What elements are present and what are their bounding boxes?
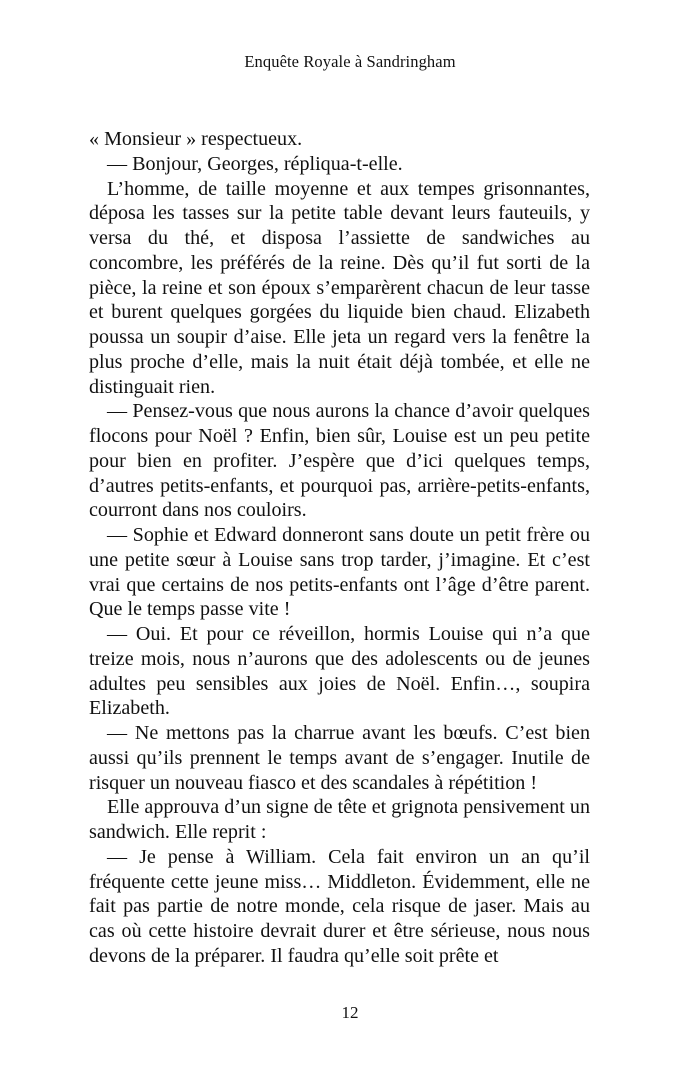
paragraph: — Sophie et Edward donneront sans doute un petit frère ou une petite sœur à Louise sans trop tarder, j’imagine. Et c’est vrai que certains de nos petits-enfants ont l’âge d’être parent. Que le temps passe vite ! [89,524,590,621]
paragraph: — Ne mettons pas la charrue avant les bœufs. C’est bien aussi qu’ils prennent le temps avant de s’engager. Inutile de risquer un nouveau fiasco et des scandales à répétition ! [89,722,590,794]
paragraph: — Oui. Et pour ce réveillon, hormis Louise qui n’a que treize mois, nous n’aurons que des adolescents ou de jeunes adultes peu sensibles aux joies de Noël. Enfin…, soupira Elizabeth. [89,623,590,720]
body-text [89,127,590,969]
paragraph: — Je pense à William. Cela fait environ un an qu’il fréquente cette jeune miss… Middleton. Évidemment, elle ne fait pas partie de notre monde, cela risque de jaser. Mais au cas où cette histoire devrait durer et être sérieuse, nous nous devons de la préparer. Il faudra qu’elle soit prête et [89,845,590,967]
running-head: Enquête Royale à Sandringham [244,52,456,71]
page-number: 12 [341,1003,359,1022]
paragraph: « Monsieur » respectueux. [89,128,303,150]
paragraph: — Pensez-vous que nous aurons la chance d’avoir quelques flocons pour Noël ? Enfin, bien sûr, Louise est un peu petite pour bien en profiter. J’espère que d’ici quelques temps, d’autres petits-enfants, et pourquoi pas, arrière-petits-enfants, courront dans nos couloirs. [89,400,590,522]
paragraph: Elle approuva d’un signe de tête et grignota pensivement un sandwich. Elle reprit : [89,796,590,843]
paragraph: — Bonjour, Georges, répliqua-t-elle. [107,152,403,175]
paragraph: L’homme, de taille moyenne et aux tempes grisonnantes, déposa les tasses sur la petite table devant leurs fauteuils, y versa du thé, et disposa l’assiette de sandwiches au concombre, les préférés de la reine. Dès qu’il fut sorti de la pièce, la reine et son époux s’emparèrent chacun de leur tasse et burent quelques gorgées du liquide bien chaud. Elizabeth poussa un soupir d’aise. Elle jeta un regard vers la fenêtre la plus proche d’elle, mais la nuit était déjà tombée, et elle ne distinguait rien. [89,177,590,398]
